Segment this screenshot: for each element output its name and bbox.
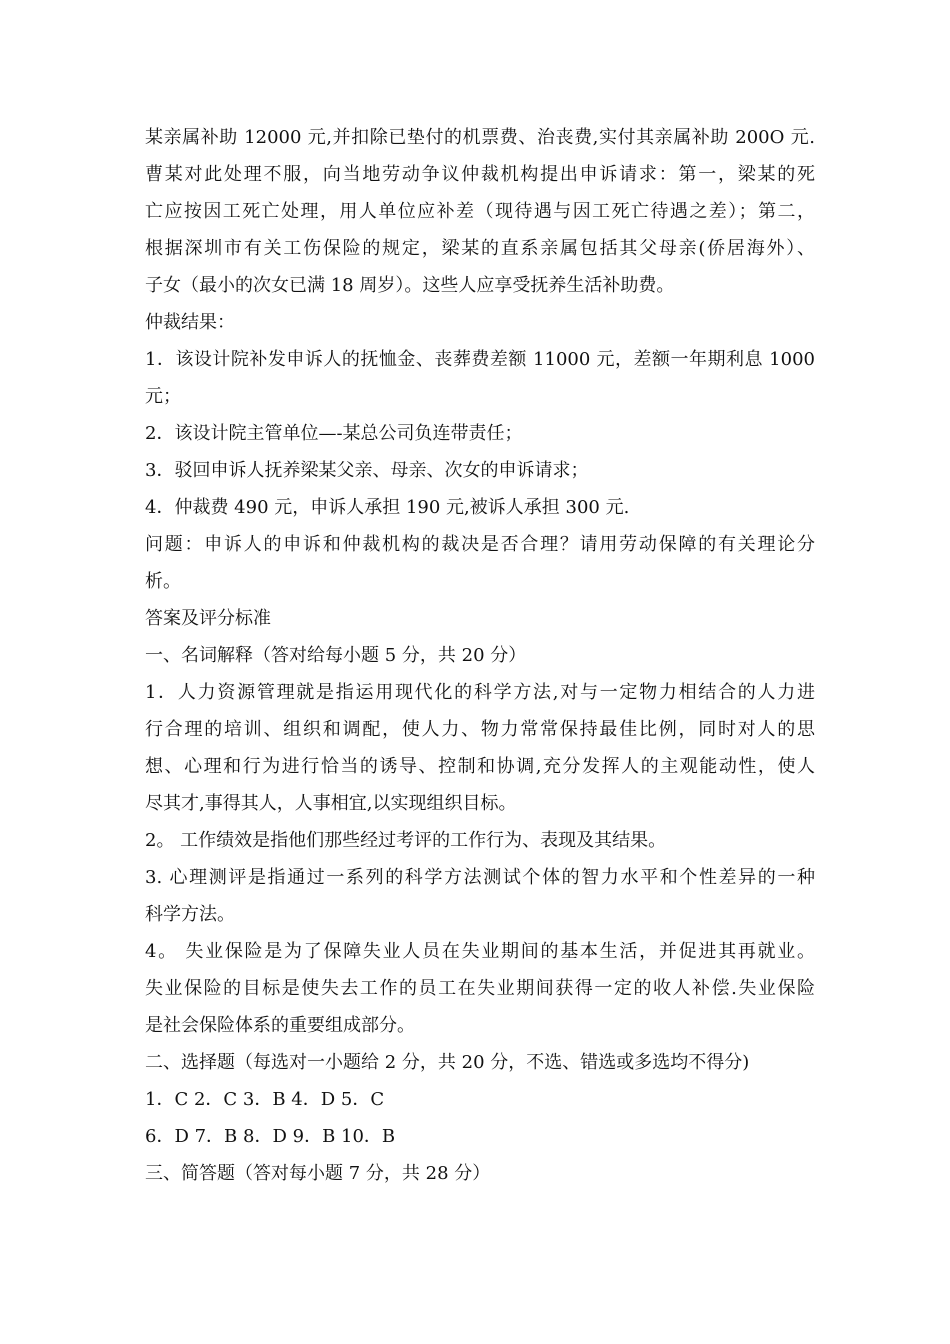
text-line: 失业保险的目标是使失去工作的员工在失业期间获得一定的收人补偿.失业保险 xyxy=(145,978,815,999)
text-line: 某亲属补助 12000 元,并扣除已垫付的机票费、治丧费,实付其亲属补助 200O 元. xyxy=(145,127,815,148)
text-line: 3. 心理测评是指通过一系列的科学方法测试个体的智力水平和个性差异的一种 xyxy=(145,867,815,888)
text-line: 是社会保险体系的重要组成部分。 xyxy=(145,1015,415,1036)
section-heading: 仲裁结果： xyxy=(145,312,235,333)
section-heading: 二、选择题（每选对一小题给 2 分，共 20 分，不选、错选或多选均不得分) xyxy=(145,1052,750,1073)
text-line: 2．该设计院主管单位—-某总公司负连带责任； xyxy=(145,423,523,444)
text-line: 尽其才,事得其人，人事相宜,以实现组织目标。 xyxy=(145,793,517,814)
answer-line: 6．D 7．B 8．D 9．B 10．B xyxy=(145,1126,396,1147)
text-line: 想、心理和行为进行恰当的诱导、控制和协调,充分发挥人的主观能动性，使人 xyxy=(145,756,815,777)
document-body xyxy=(145,119,815,1192)
text-line: 元； xyxy=(145,386,181,407)
section-heading: 三、简答题（答对每小题 7 分，共 28 分） xyxy=(145,1163,491,1184)
text-line: 1．该设计院补发申诉人的抚恤金、丧葬费差额 11000 元，差额一年期利息 1000 xyxy=(145,349,815,370)
text-line: 行合理的培训、组织和调配，使人力、物力常常保持最佳比例，同时对人的思 xyxy=(145,719,815,740)
text-line: 曹某对此处理不服，向当地劳动争议仲裁机构提出申诉请求：第一，梁某的死 xyxy=(145,164,815,185)
answer-line: 1．C 2．C 3．B 4．D 5．C xyxy=(145,1089,385,1110)
section-heading: 答案及评分标准 xyxy=(145,608,271,629)
text-line: 2。 工作绩效是指他们那些经过考评的工作行为、表现及其结果。 xyxy=(145,830,667,851)
text-line: 问题：申诉人的申诉和仲裁机构的裁决是否合理？请用劳动保障的有关理论分 xyxy=(145,534,815,555)
text-line: 4．仲裁费 490 元，申诉人承担 190 元,被诉人承担 300 元. xyxy=(145,497,630,518)
text-line: 亡应按因工死亡处理，用人单位应补差（现待遇与因工死亡待遇之差）；第二， xyxy=(145,201,815,222)
text-line: 析。 xyxy=(145,571,181,592)
section-heading: 一、名词解释（答对给每小题 5 分，共 20 分） xyxy=(145,645,527,666)
text-line: 4。 失业保险是为了保障失业人员在失业期间的基本生活，并促进其再就业。 xyxy=(145,941,815,962)
text-line: 1．人力资源管理就是指运用现代化的科学方法,对与一定物力相结合的人力进 xyxy=(145,682,815,703)
text-line: 根据深圳市有关工伤保险的规定，梁某的直系亲属包括其父母亲(侨居海外）、 xyxy=(145,238,815,259)
text-line: 科学方法。 xyxy=(145,904,235,925)
text-line: 子女（最小的次女已满 18 周岁）。这些人应享受抚养生活补助费。 xyxy=(145,275,675,296)
text-line: 3．驳回申诉人抚养梁某父亲、母亲、次女的申诉请求； xyxy=(145,460,589,481)
